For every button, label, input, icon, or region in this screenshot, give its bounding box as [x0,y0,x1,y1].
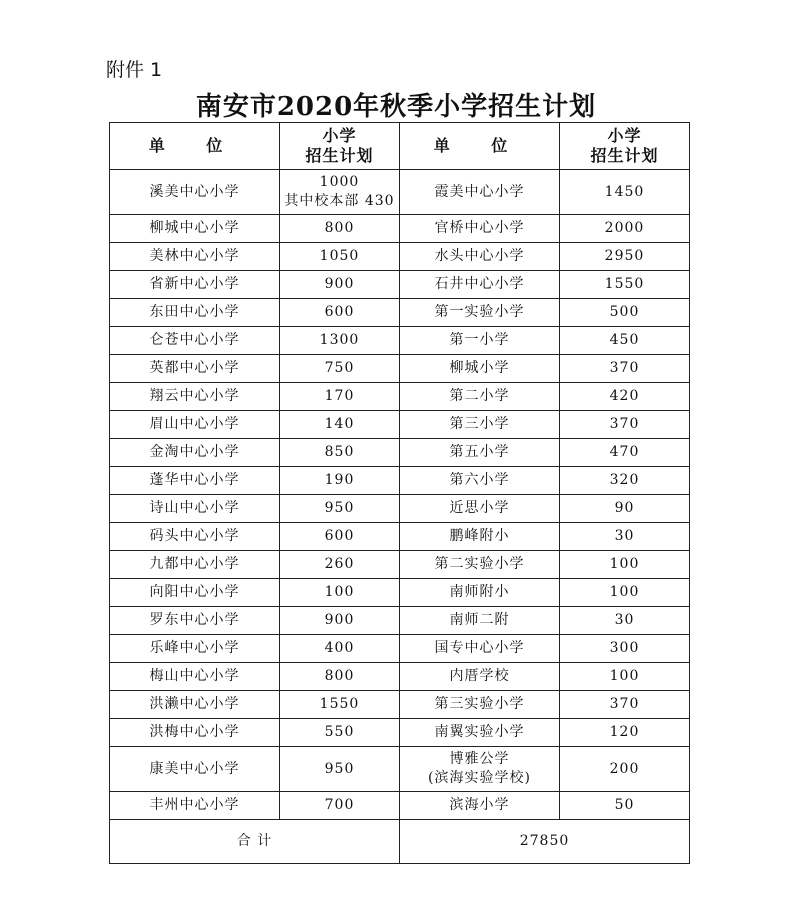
header-plan-left [280,123,400,170]
table-row [110,299,690,327]
header-unit-left: 单 位 [110,123,280,170]
right-plan-cell: 50 [560,792,690,820]
left-plan-cell: 600 [280,523,400,551]
table-row [110,170,690,215]
table-row [110,551,690,579]
left-plan-cell: 850 [280,439,400,467]
left-plan-cell: 900 [280,271,400,299]
left-unit-cell: 向阳中心小学 [110,579,280,607]
total-row [110,820,690,864]
right-plan-cell: 90 [560,495,690,523]
left-plan-cell: 100 [280,579,400,607]
left-unit-cell: 眉山中心小学 [110,411,280,439]
right-plan-cell: 2000 [560,215,690,243]
right-plan-cell: 300 [560,635,690,663]
right-unit-cell: 南翼实验小学 [400,719,560,747]
left-plan-cell: 800 [280,215,400,243]
right-plan-cell: 200 [560,747,690,792]
right-plan-cell: 30 [560,607,690,635]
left-unit-cell: 罗东中心小学 [110,607,280,635]
left-unit-cell: 英都中心小学 [110,355,280,383]
right-unit-cell: 水头中心小学 [400,243,560,271]
right-unit-cell: 南师二附 [400,607,560,635]
header-unit-right: 单 位 [400,123,560,170]
right-plan-cell: 30 [560,523,690,551]
left-unit-cell: 柳城中心小学 [110,215,280,243]
left-unit-cell: 仑苍中心小学 [110,327,280,355]
header-plan-line2: 招生计划 [590,146,659,165]
right-unit-cell: 第三小学 [400,411,560,439]
left-plan-cell: 700 [280,792,400,820]
header-plan-line1: 小学 [322,126,357,145]
right-unit-cell: 霞美中心小学 [400,170,560,215]
header-plan-line2: 招生计划 [305,146,374,165]
table-row [110,243,690,271]
table-row [110,327,690,355]
right-plan-cell: 100 [560,551,690,579]
total-value: 27850 [400,820,690,864]
left-plan-cell: 900 [280,607,400,635]
right-plan-cell: 120 [560,719,690,747]
left-plan-cell: 260 [280,551,400,579]
table-row [110,747,690,792]
right-unit-cell: 南师附小 [400,579,560,607]
left-plan-note: 其中校本部 430 [284,193,395,209]
left-unit-cell: 翔云中心小学 [110,383,280,411]
right-unit-cell: 第二小学 [400,383,560,411]
left-unit-cell: 东田中心小学 [110,299,280,327]
left-unit-cell: 康美中心小学 [110,747,280,792]
table-row [110,579,690,607]
right-unit-cell: 第一实验小学 [400,299,560,327]
left-plan-cell: 1300 [280,327,400,355]
table-row [110,607,690,635]
left-plan-cell: 600 [280,299,400,327]
left-unit-cell: 九都中心小学 [110,551,280,579]
table-row [110,495,690,523]
right-unit-cell [400,747,560,792]
table-row [110,523,690,551]
left-plan-cell: 550 [280,719,400,747]
table-row [110,635,690,663]
left-plan-cell: 400 [280,635,400,663]
enrollment-table [109,122,690,864]
right-unit-cell: 第三实验小学 [400,691,560,719]
right-plan-cell: 2950 [560,243,690,271]
left-unit-cell: 码头中心小学 [110,523,280,551]
header-plan-line1: 小学 [607,126,642,145]
left-unit-cell: 美林中心小学 [110,243,280,271]
table-row [110,691,690,719]
page-title: 南安市2020年秋季小学招生计划 [195,92,597,122]
right-plan-cell: 1450 [560,170,690,215]
table-row [110,439,690,467]
table-row [110,411,690,439]
table-row [110,663,690,691]
table-row [110,719,690,747]
right-plan-cell: 500 [560,299,690,327]
right-unit-cell: 官桥中心小学 [400,215,560,243]
right-plan-cell: 450 [560,327,690,355]
header-plan-right [560,123,690,170]
left-plan-cell: 950 [280,747,400,792]
left-unit-cell: 梅山中心小学 [110,663,280,691]
right-unit-cell: 国专中心小学 [400,635,560,663]
header-row [110,123,690,170]
left-plan-cell: 950 [280,495,400,523]
left-plan-cell: 190 [280,467,400,495]
left-plan-cell: 140 [280,411,400,439]
table-row [110,792,690,820]
right-unit-cell: 滨海小学 [400,792,560,820]
right-unit-cell: 柳城小学 [400,355,560,383]
left-plan-cell: 800 [280,663,400,691]
attachment-label: 附件 1 [106,59,163,81]
left-plan-cell: 750 [280,355,400,383]
left-unit-cell: 洪濑中心小学 [110,691,280,719]
left-plan-cell: 170 [280,383,400,411]
right-unit-cell: 第六小学 [400,467,560,495]
table-row [110,215,690,243]
left-unit-cell: 乐峰中心小学 [110,635,280,663]
right-plan-cell: 100 [560,663,690,691]
right-unit-cell: 近思小学 [400,495,560,523]
left-unit-cell: 蓬华中心小学 [110,467,280,495]
right-unit-cell: 鹏峰附小 [400,523,560,551]
left-plan-cell: 1050 [280,243,400,271]
right-plan-cell: 100 [560,579,690,607]
right-unit-cell: 第五小学 [400,439,560,467]
left-plan-cell: 1550 [280,691,400,719]
table-row [110,271,690,299]
right-unit-cell: 第二实验小学 [400,551,560,579]
right-unit-cell: 第一小学 [400,327,560,355]
right-plan-cell: 470 [560,439,690,467]
right-plan-cell: 370 [560,691,690,719]
right-unit-name: 博雅公学 [449,751,510,767]
left-unit-cell: 省新中心小学 [110,271,280,299]
left-plan-cell [280,170,400,215]
right-plan-cell: 420 [560,383,690,411]
total-label: 合 计 [110,820,400,864]
left-unit-cell: 溪美中心小学 [110,170,280,215]
table-row [110,467,690,495]
left-unit-cell: 洪梅中心小学 [110,719,280,747]
right-plan-cell: 370 [560,355,690,383]
table-row [110,355,690,383]
right-plan-cell: 370 [560,411,690,439]
right-plan-cell: 320 [560,467,690,495]
left-unit-cell: 丰州中心小学 [110,792,280,820]
right-unit-cell: 石井中心小学 [400,271,560,299]
left-unit-cell: 诗山中心小学 [110,495,280,523]
right-plan-cell: 1550 [560,271,690,299]
right-unit-note: (滨海实验学校) [428,770,531,786]
right-unit-cell: 内厝学校 [400,663,560,691]
table-row [110,383,690,411]
left-unit-cell: 金淘中心小学 [110,439,280,467]
left-plan-value: 1000 [319,174,360,190]
